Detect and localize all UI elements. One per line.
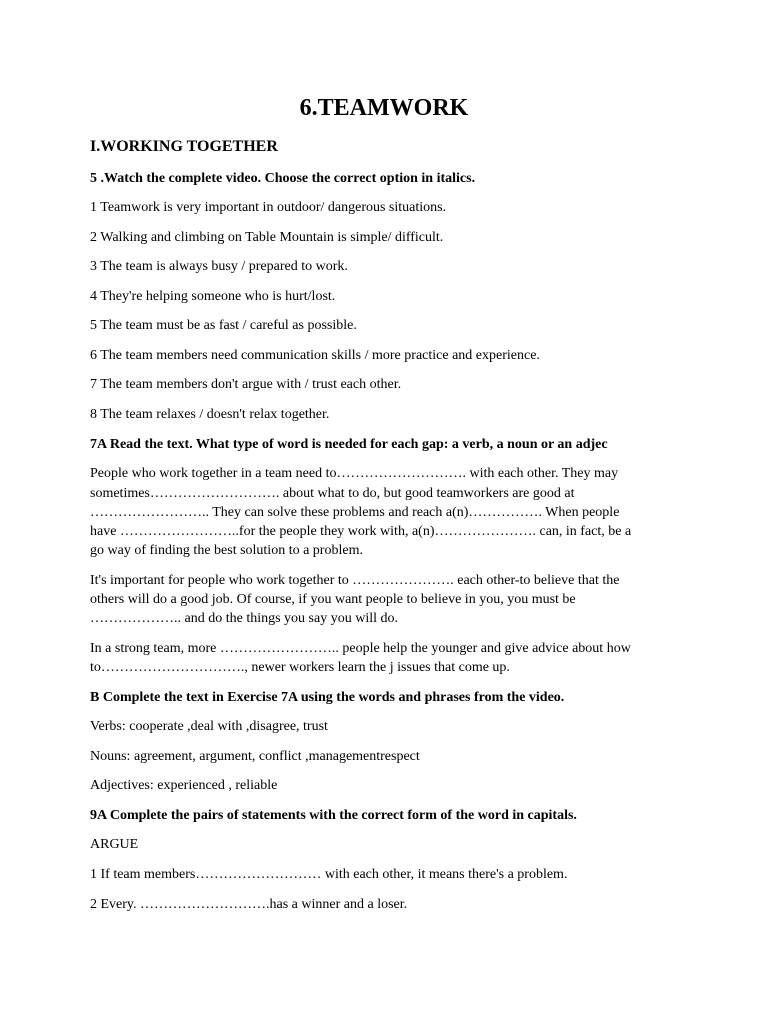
exercise-5-instruction: 5 .Watch the complete video. Choose the correct option in italics.	[90, 171, 476, 186]
exercise-7a-paragraph-2-line: ……………….. and do the things you say you will do.	[90, 611, 398, 626]
exercise-5-item-1: 1 Teamwork is very important in outdoor/ dangerous situations.	[90, 200, 447, 215]
exercise-5-item-6: 6 The team members need communication skills / more practice and experience.	[90, 348, 540, 363]
exercise-7a-paragraph-1-line: People who work together in a team need to………………………. with each other. They may	[90, 466, 619, 481]
exercise-5-item-8: 8 The team relaxes / doesn't relax together.	[90, 407, 330, 422]
exercise-7a-paragraph-2-line: others will do a good job. Of course, if you want people to believe in you, you must be	[90, 592, 576, 607]
exercise-b-verbs: Verbs: cooperate ,deal with ,disagree, trust	[90, 719, 328, 734]
exercise-7a-instruction: 7A Read the text. What type of word is needed for each gap: a verb, a noun or an adjec	[90, 437, 608, 452]
exercise-7a-paragraph-1-line: have ……………………..for the people they work with, a(n)…………………. can, in fact, be a	[90, 524, 632, 539]
exercise-9a-instruction: 9A Complete the pairs of statements with the correct form of the word in capitals.	[90, 808, 577, 823]
exercise-b-adjectives: Adjectives: experienced , reliable	[90, 778, 278, 793]
exercise-5-item-5: 5 The team must be as fast / careful as possible.	[90, 318, 357, 333]
exercise-7a-paragraph-2-line: It's important for people who work together to …………………. each other-to believe that the	[90, 573, 620, 588]
exercise-5-item-2: 2 Walking and climbing on Table Mountain is simple/ difficult.	[90, 230, 444, 245]
exercise-5-item-7: 7 The team members don't argue with / trust each other.	[90, 377, 402, 392]
exercise-b-nouns: Nouns: agreement, argument, conflict ,managementrespect	[90, 749, 420, 764]
exercise-5-item-4: 4 They're helping someone who is hurt/lost.	[90, 289, 336, 304]
exercise-9a-item-1: 1 If team members……………………… with each other, it means there's a problem.	[90, 867, 568, 882]
exercise-7a-paragraph-1-line: …………………….. They can solve these problems and reach a(n)……………. When people	[90, 505, 620, 520]
exercise-9a-item-2: 2 Every. ……………………….has a winner and a loser.	[90, 897, 408, 912]
exercise-7a-paragraph-3-line: In a strong team, more …………………….. people help the younger and give advice about how	[90, 641, 631, 656]
exercise-7a-paragraph-1-line: sometimes………………………. about what to do, but good teamworkers are good at	[90, 486, 575, 501]
exercise-9a-keyword: ARGUE	[90, 837, 139, 852]
exercise-b-instruction: B Complete the text in Exercise 7A using the words and phrases from the video.	[90, 690, 565, 705]
page-title: 6.TEAMWORK	[299, 95, 469, 121]
exercise-7a-paragraph-1-line: go way of finding the best solution to a problem.	[90, 543, 363, 558]
exercise-5-item-3: 3 The team is always busy / prepared to work.	[90, 259, 348, 274]
exercise-7a-paragraph-3-line: to…………………………., newer workers learn the j issues that come up.	[90, 660, 510, 675]
section-heading: I.WORKING TOGETHER	[90, 138, 278, 155]
